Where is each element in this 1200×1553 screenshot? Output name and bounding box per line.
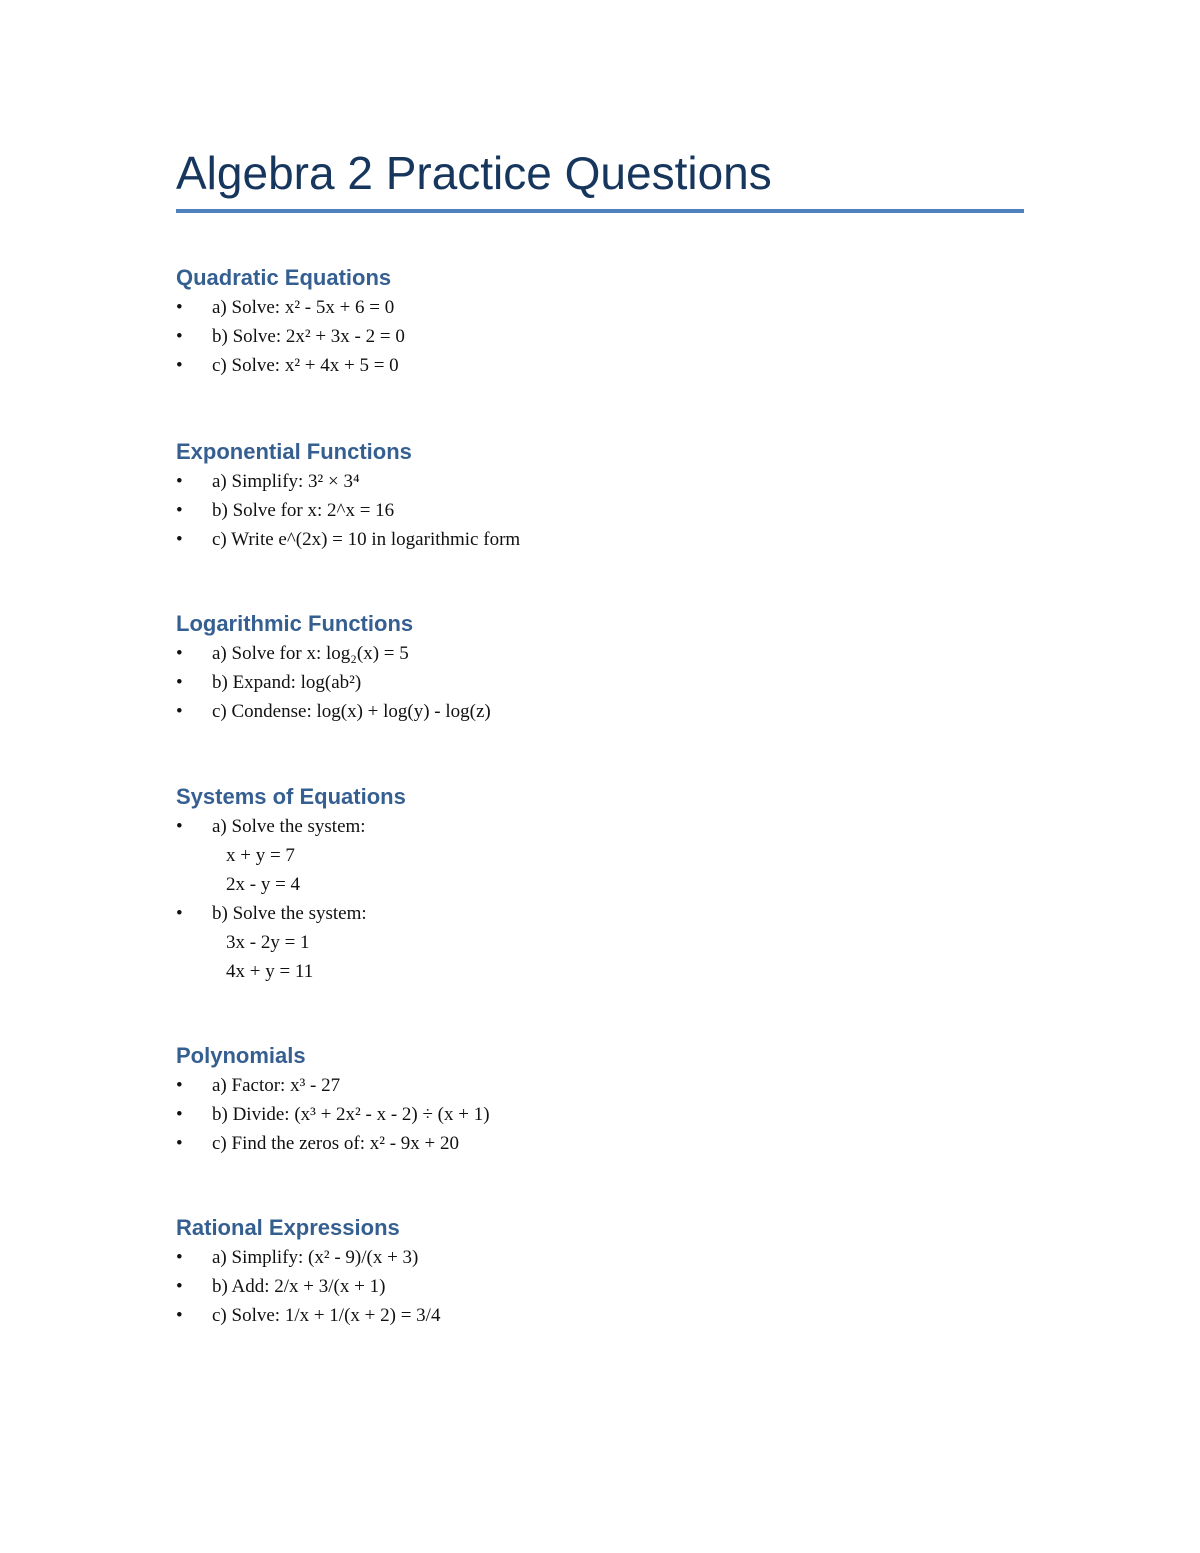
question-list	[176, 467, 1024, 554]
list-item	[176, 1100, 1024, 1129]
bullet-icon: •	[176, 903, 183, 924]
bullet-icon: •	[176, 355, 183, 376]
bullet-icon: •	[176, 500, 183, 521]
bullet-icon: •	[176, 1075, 183, 1096]
section-systems-of-equations	[176, 782, 1024, 986]
equation-line: 4x + y = 11	[226, 961, 314, 982]
list-item	[176, 525, 1024, 554]
list-item	[176, 1129, 1024, 1158]
question-list	[176, 812, 1024, 986]
bullet-icon: •	[176, 816, 183, 837]
question-text: a) Solve for x: log₂(x) = 5	[212, 643, 409, 664]
question-text: b) Divide: (x³ + 2x² - x - 2) ÷ (x + 1)	[212, 1104, 490, 1125]
bullet-icon: •	[176, 529, 183, 550]
list-item	[176, 351, 1024, 380]
section-heading: Exponential Functions	[176, 439, 412, 464]
question-text: a) Simplify: 3² × 3⁴	[212, 471, 360, 492]
section-quadratic-equations	[176, 263, 1024, 380]
list-item	[176, 639, 1024, 668]
question-text: a) Solve: x² - 5x + 6 = 0	[212, 297, 395, 318]
title-underline	[176, 209, 1024, 213]
list-item	[176, 467, 1024, 496]
bullet-icon: •	[176, 1247, 183, 1268]
section-rational-expressions	[176, 1213, 1024, 1330]
question-text: c) Solve: 1/x + 1/(x + 2) = 3/4	[212, 1305, 441, 1326]
question-text: b) Solve for x: 2^x = 16	[212, 500, 395, 521]
equation-line: 3x - 2y = 1	[226, 932, 310, 953]
section-exponential-functions	[176, 437, 1024, 554]
list-item	[176, 496, 1024, 525]
list-item	[176, 293, 1024, 322]
question-text: c) Find the zeros of: x² - 9x + 20	[212, 1133, 459, 1154]
bullet-icon: •	[176, 471, 183, 492]
question-list	[176, 293, 1024, 380]
question-text: c) Condense: log(x) + log(y) - log(z)	[212, 701, 491, 722]
list-item	[176, 668, 1024, 697]
question-list	[176, 1243, 1024, 1330]
question-text: b) Add: 2/x + 3/(x + 1)	[212, 1276, 386, 1297]
bullet-icon: •	[176, 297, 183, 318]
bullet-icon: •	[176, 643, 183, 664]
question-text: b) Solve the system:	[212, 903, 367, 924]
section-polynomials	[176, 1041, 1024, 1158]
question-text: a) Simplify: (x² - 9)/(x + 3)	[212, 1247, 419, 1268]
section-heading: Rational Expressions	[176, 1215, 400, 1240]
question-text: c) Solve: x² + 4x + 5 = 0	[212, 355, 399, 376]
question-text: a) Solve the system:	[212, 816, 366, 837]
bullet-icon: •	[176, 1133, 183, 1154]
bullet-icon: •	[176, 701, 183, 722]
equation-line: 2x - y = 4	[226, 874, 301, 895]
section-heading: Logarithmic Functions	[176, 611, 414, 636]
list-item	[176, 899, 1024, 986]
question-text: a) Factor: x³ - 27	[212, 1075, 341, 1096]
section-heading: Quadratic Equations	[176, 265, 392, 290]
bullet-icon: •	[176, 672, 183, 693]
bullet-icon: •	[176, 326, 183, 347]
list-item	[176, 1272, 1024, 1301]
section-logarithmic-functions	[176, 609, 1024, 726]
bullet-icon: •	[176, 1305, 183, 1326]
question-list	[176, 639, 1024, 726]
list-item	[176, 812, 1024, 899]
question-text: b) Expand: log(ab²)	[212, 672, 362, 693]
bullet-icon: •	[176, 1104, 183, 1125]
question-text: c) Write e^(2x) = 10 in logarithmic form	[212, 529, 521, 550]
list-item	[176, 322, 1024, 351]
question-text: b) Solve: 2x² + 3x - 2 = 0	[212, 326, 405, 347]
list-item	[176, 1243, 1024, 1272]
document-title: Algebra 2 Practice Questions	[176, 147, 772, 199]
bullet-icon: •	[176, 1276, 183, 1297]
list-item	[176, 1301, 1024, 1330]
section-heading: Systems of Equations	[176, 784, 406, 809]
question-list	[176, 1071, 1024, 1158]
list-item	[176, 1071, 1024, 1100]
equation-line: x + y = 7	[226, 845, 295, 866]
list-item	[176, 697, 1024, 726]
section-heading: Polynomials	[176, 1043, 306, 1068]
